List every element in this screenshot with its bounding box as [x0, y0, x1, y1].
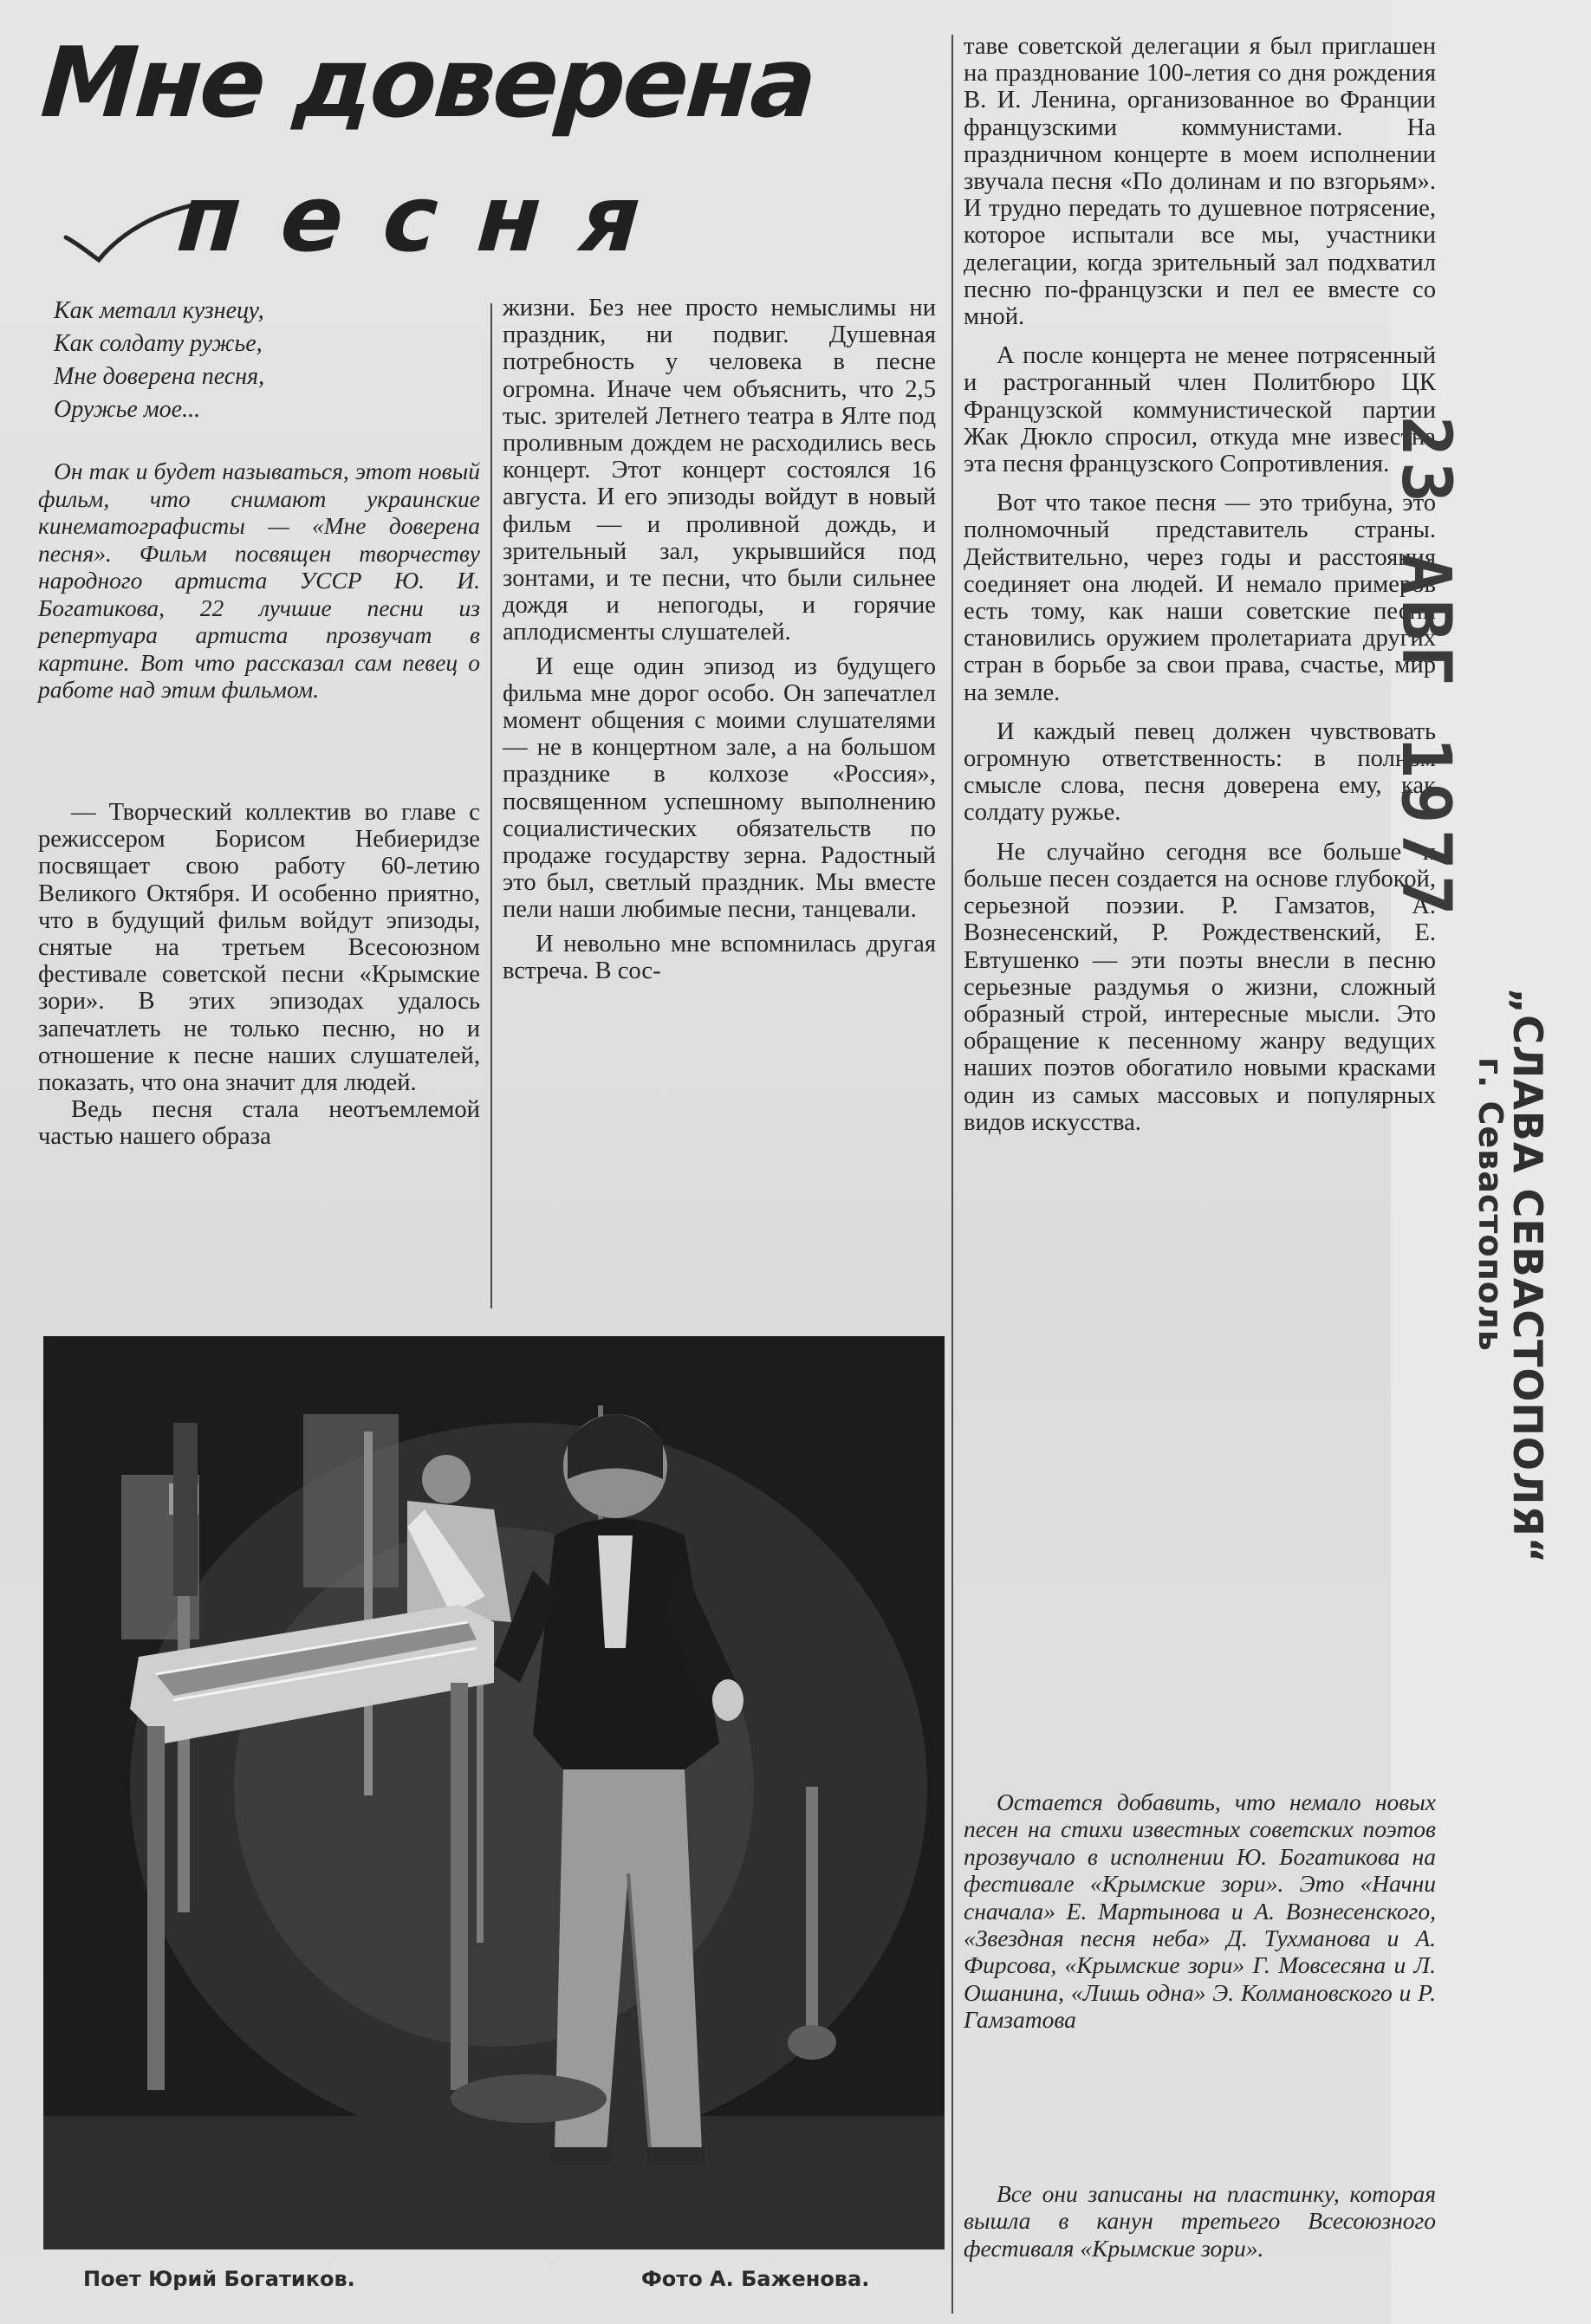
paragraph: таве советской делегации я был приглашен на празднование 100-летия со дня рождения В. И. Ленина, организованное во Франции французскими коммунистами. На праздничном концерте в моем исполнении звучала песня «По долинам и по взгорьям». И трудно передать то душевное потрясение, которое испытали все мы, участники делегации, когда зрительный зал подхватил песню по-французски и пел ее вместе со мной.: [964, 33, 1436, 331]
paragraph: Не случайно сегодня все больше и больше песен создается на основе глубокой, серьезной поэзии. Р. Гамзатов, А. Вознесенский, Р. Рождественский, Е. Евтушенко — эти поэты внесли в песню серьезные раздумья о жизни, сложный образный строй, интересные мысли. Это обращение к песенному жанру ведущих наших поэтов обогатило новыми красками один из самых массовых и популярных видов искусства.: [964, 838, 1436, 1136]
postscript-italic: [964, 1788, 1436, 2034]
column-1: [38, 799, 480, 1151]
paragraph: — Творческий коллектив во главе с режиссером Борисом Небиеридзе посвящает свою работу 60-летию Великого Октября. И особенно приятно, что в будущий фильм войдут эпизоды, снятые на третьем Всесоюзном фестивале советской песни «Крымские зори». В этих эпизодах удалось запечатлеть не только песню, но и отношение к песне наших слушателей, показать, что она значит для людей.: [38, 799, 480, 1097]
lead-text: Он так и будет называться, этот новый фильм, что снимают украинские кинематографисты — «Мне доверена песня». Фильм посвящен творчеству народного артиста УССР Ю. И. Богатикова, 22 лучшие песни из репертуара артиста прозвучат в картине. Вот что рассказал сам певец о работе над этим фильмом.: [38, 458, 480, 703]
concert-photo: [43, 1336, 945, 2249]
paragraph: Вот что такое песня — это трибуна, это полномочный представитель страны. Действительно, через годы и расстояния соединяет она людей. И немало примеров есть тому, как наши советские песни становились оружием пролетариата других стран в борьбе за свои права, счастье, мир на земле.: [964, 490, 1436, 706]
date-stamp-text: 23 АВГ 1977: [1386, 416, 1464, 921]
paragraph: Ведь песня стала неотъемлемой частью нашего образа: [38, 1096, 480, 1151]
newspaper-name: „СЛАВА СЕВАСТОПОЛЯ“: [1504, 988, 1551, 1565]
paragraph: И еще один эпизод из будущего фильма мне дорог особо. Он запечатлел момент общения с моими слушателями — не в концертном зале, а на большом празднике в колхозе «Россия», посвященном успешному выполнению социалистических обязательств по продаже государству зерна. Радостный это был, светлый праздник. Мы вместе пели наши любимые песни, танцевали.: [503, 652, 936, 924]
poem-line: Как солдату ружье,: [54, 330, 263, 357]
headline-line1: Мне доверена: [37, 27, 818, 140]
paragraph: жизни. Без нее просто немыслимы ни праздник, ни подвиг. Душевная потребность у человека в песне огромна. Иначе чем объяснить, что 2,5 тыс. зрителей Летнего театра в Ялте под проливным дождем не расходились весь концерт. Этот концерт состоялся 16 августа. И его эпизоды войдут в новый фильм — и проливной дождь, и зрительный зал, укрывшийся под зонтами, и те песни, что были сильнее дождя и непогоды, и горячие аплодисменты слушателей.: [503, 295, 936, 646]
photo-credit: Фото А. Баженова.: [641, 2267, 870, 2291]
postscript-italic-2: [964, 2180, 1436, 2262]
paragraph: Остается добавить, что немало новых песен на стихи известных советских поэтов прозвучало в исполнении Ю. Богатикова на фестивале «Крымские зори». Это «Начни сначала» Е. Мартынова и А. Вознесенского, «Звездная песня неба» Д. Тухманова и А. Фирсова, «Крымские зори» Г. Мовсесяна и Л. Ошанина, «Лишь одна» Э. Колмановского и Р. Гамзатова: [964, 1788, 1436, 2034]
photo-illustration: [43, 1336, 945, 2249]
photo-caption: Поет Юрий Богатиков.: [83, 2267, 355, 2291]
date-stamp: [1334, 416, 1464, 921]
epigraph-poem: [54, 295, 264, 426]
poem-line: Оружье мое...: [54, 396, 201, 423]
lead-paragraph: [38, 458, 480, 704]
column-3: [964, 33, 1436, 1136]
column-rule: [490, 303, 492, 1308]
paragraph: И невольно мне вспомнилась другая встреча. В сос-: [503, 930, 936, 984]
column-rule: [951, 35, 953, 2314]
newspaper-city: г. Севастополь: [1471, 1057, 1510, 1352]
paragraph: И каждый певец должен чувствовать огромную ответственность: в полном смысле слова, песня доверена ему, как солдату ружье.: [964, 717, 1436, 827]
paragraph: А после концерта не менее потрясенный и растроганный член Политбюро ЦК Французской коммунистической партии Жак Дюкло спросил, откуда мне известна эта песня французского Сопротивления.: [964, 342, 1436, 478]
poem-line: Как металл кузнецу,: [54, 297, 264, 324]
headline-line2: песня: [173, 166, 684, 272]
column-2: [503, 295, 936, 984]
poem-line: Мне доверена песня,: [54, 363, 265, 390]
paragraph: Все они записаны на пластинку, которая вышла в канун третьего Всесоюзного фестиваля «Крымские зори».: [964, 2180, 1436, 2262]
